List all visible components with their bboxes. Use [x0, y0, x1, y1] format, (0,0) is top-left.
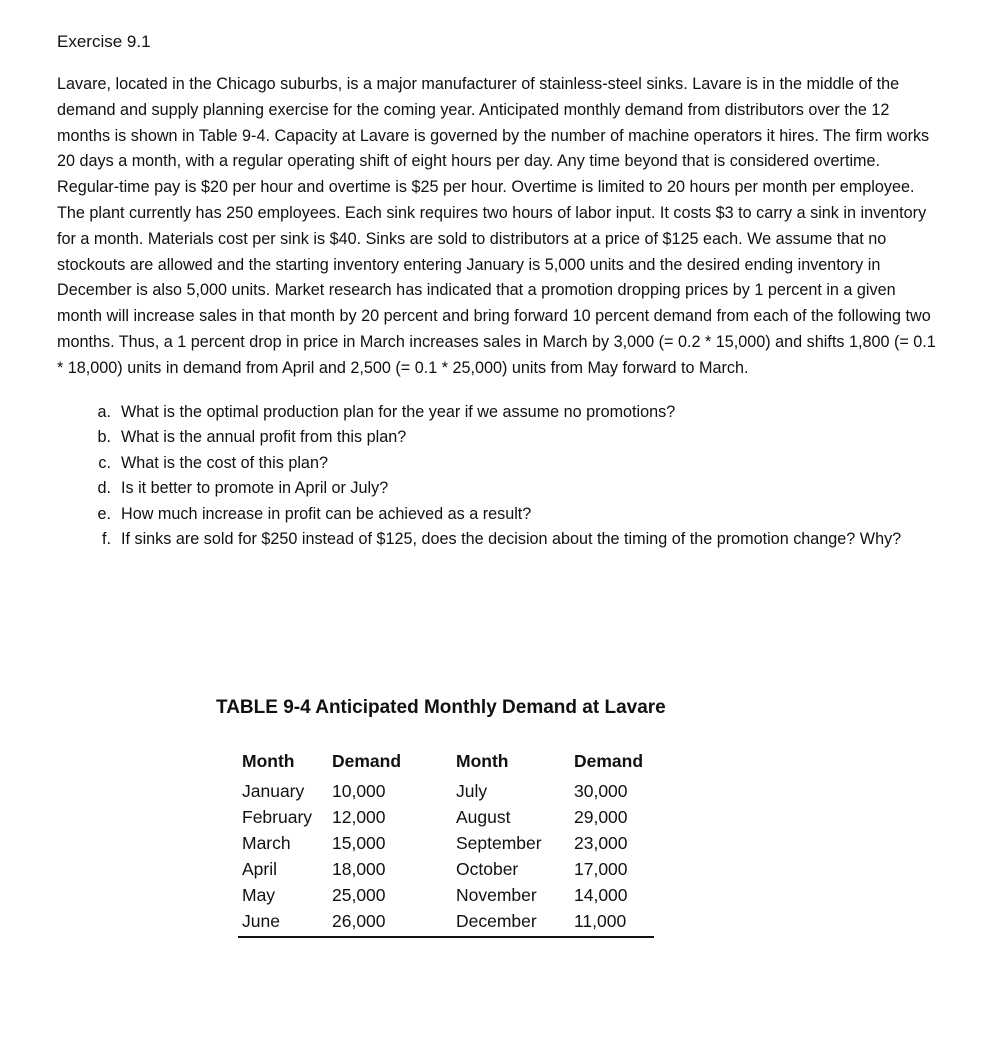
demand-cell: 17,000: [574, 859, 628, 879]
demand-cell: 18,000: [332, 859, 386, 879]
question-text: If sinks are sold for $250 instead of $125, does the decision about the timing of the promotion change? Why?: [121, 530, 902, 549]
demand-cell: 30,000: [574, 781, 628, 801]
question-letter: c.: [98, 453, 111, 472]
table-row: [238, 804, 654, 830]
table-row: [238, 882, 654, 908]
demand-cell: 11,000: [574, 911, 627, 931]
demand-cell: 15,000: [332, 833, 386, 853]
month-cell: June: [242, 911, 280, 931]
question-text: What is the cost of this plan?: [121, 453, 328, 472]
question-list: [57, 400, 937, 553]
column-header: Month: [456, 750, 509, 771]
question-letter: d.: [97, 479, 111, 498]
question-letter: f.: [102, 530, 111, 549]
table-row: [238, 778, 654, 804]
column-header: Demand: [574, 750, 644, 771]
month-cell: March: [242, 833, 291, 853]
exercise-document: [57, 30, 937, 553]
month-cell: May: [242, 885, 276, 905]
month-cell: September: [456, 833, 542, 853]
column-header: Demand: [332, 750, 402, 771]
demand-cell: 29,000: [574, 807, 628, 827]
month-cell: August: [456, 807, 511, 827]
column-header: Month: [242, 750, 295, 771]
demand-cell: 26,000: [332, 911, 386, 931]
month-cell: February: [242, 807, 313, 827]
month-cell: April: [242, 859, 278, 879]
question-item: [57, 451, 937, 477]
month-cell: December: [456, 911, 537, 931]
exercise-body: Lavare, located in the Chicago suburbs, is a major manufacturer of stainless-steel sinks. Lavare is in the middle of the demand and supply planning exercise for the coming year. Anticipated monthly demand from distributors over the 12 months is shown in Table 9-4. Capacity at Lavare is governed by the number of machine operators it hires. The firm works 20 days a month, with a regular operating shift of eight hours per day. Any time beyond that is considered overtime. Regular-time pay is $20 per hour and overtime is $25 per hour. Overtime is limited to 20 hours per month per employee. The plant currently has 250 employees. Each sink requires two hours of labor input. It costs $3 to carry a sink in inventory for a month. Materials cost per sink is $40. Sinks are sold to distributors at a price of $125 each. We assume that no stockouts are allowed and the starting inventory entering January is 5,000 units and the desired ending inventory in December is also 5,000 units. Market research has indicated that a promotion dropping prices by 1 percent in a given month will increase sales in that month by 20 percent and bring forward 10 percent demand from each of the following two months. Thus, a 1 percent drop in price in March increases sales in March by 3,000 (= 0.2 * 15,000) and shifts 1,800 (= 0.1 * 18,000) units in demand from April and 2,500 (= 0.1 * 25,000) units from May forward to March.: [57, 75, 936, 377]
question-text: What is the optimal production plan for the year if we assume no promotions?: [121, 402, 676, 421]
exercise-title: Exercise 9.1: [57, 32, 151, 51]
question-letter: a.: [97, 402, 111, 421]
demand-cell: 12,000: [332, 807, 386, 827]
question-letter: e.: [97, 504, 111, 523]
demand-cell: 25,000: [332, 885, 386, 905]
month-cell: January: [242, 781, 305, 801]
table-title: TABLE 9-4 Anticipated Monthly Demand at Lavare: [216, 697, 666, 718]
month-cell: November: [456, 885, 537, 905]
question-text: Is it better to promote in April or July?: [121, 479, 389, 498]
question-item: [57, 476, 937, 502]
month-cell: July: [456, 781, 488, 801]
question-letter: b.: [97, 428, 111, 447]
question-text: What is the annual profit from this plan?: [121, 428, 407, 447]
demand-table: [238, 748, 654, 938]
table-row: [238, 908, 654, 937]
question-item: [57, 502, 937, 528]
question-item: [57, 400, 937, 426]
demand-cell: 10,000: [332, 781, 386, 801]
table-row: [238, 830, 654, 856]
question-item: [57, 527, 937, 553]
question-text: How much increase in profit can be achieved as a result?: [121, 504, 532, 523]
table-header-row: [238, 748, 654, 778]
month-cell: October: [456, 859, 519, 879]
demand-cell: 23,000: [574, 833, 628, 853]
table-row: [238, 856, 654, 882]
question-item: [57, 425, 937, 451]
demand-cell: 14,000: [574, 885, 628, 905]
